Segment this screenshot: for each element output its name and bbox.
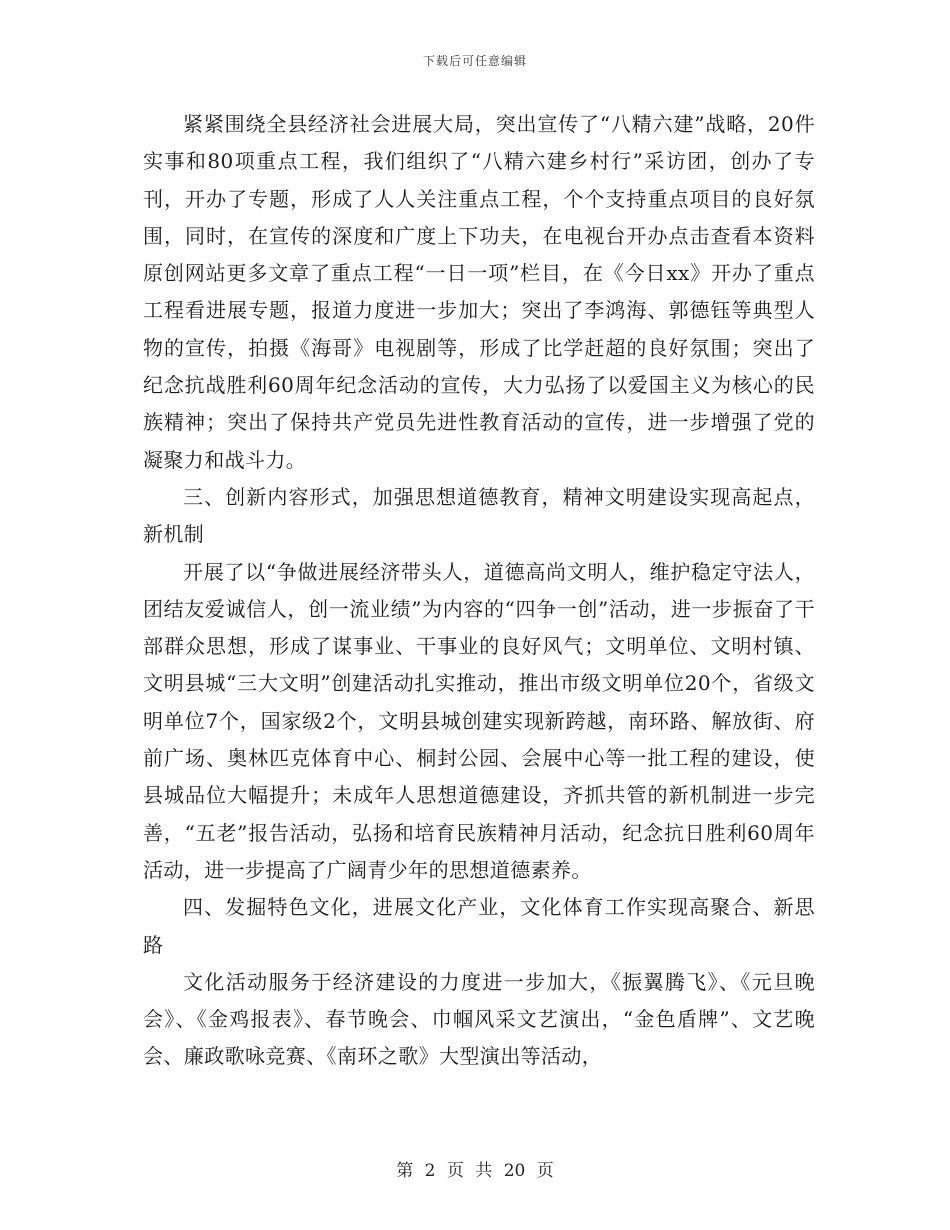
document-body <box>143 106 815 1076</box>
paragraph-civilization: 开展了以“争做进展经济带头人，道德高尚文明人，维护稳定守法人，团结友爱诚信人，创一流业绩”为内容的“四争一创”活动，进一步振奋了干部群众思想，形成了谋事业、干事业的良好风气；文明单位、文明村镇、文明县城“三大文明”创建活动扎实推动，推出市级文明单位20个，省级文明单位7个，国家级2个，文明县城创建实现新跨越，南环路、解放街、府前广场、奥林匹克体育中心、桐封公园、会展中心等一批工程的建设，使县城品位大幅提升；未成年人思想道德建设，齐抓共管的新机制进一步完善，“五老”报告活动，弘扬和培育民族精神月活动，纪念抗日胜利60周年活动，进一步提高了广阔青少年的思想道德素养。 <box>143 559 815 882</box>
paragraph-publicity: 紧紧围绕全县经济社会进展大局，突出宣传了“八精六建”战略，20件实事和80项重点工程，我们组织了“八精六建乡村行”采访团，创办了专刊，开办了专题，形成了人人关注重点工程，个个支持重点项目的良好氛围，同时，在宣传的深度和广度上下功夫，在电视台开办点击查看本资料原创网站更多文章了重点工程“一日一项”栏目，在《今日xx》开办了重点工程看进展专题，报道力度进一步加大；突出了李鸿海、郭德钰等典型人物的宣传，拍摄《海哥》电视剧等，形成了比学赶超的良好氛围；突出了纪念抗战胜利60周年纪念活动的宣传，大力弘扬了以爱国主义为核心的民族精神；突出了保持共产党员先进性教育活动的宣传，进一步增强了党的凝聚力和战斗力。 <box>143 112 815 472</box>
paragraph-culture: 文化活动服务于经济建设的力度进一步加大，《振翼腾飞》、《元旦晚会》、《金鸡报表》、春节晚会、巾帼风采文艺演出，“金色盾牌”、文艺晚会、廉政歌咏竞赛、《南环之歌》大型演出等活动， <box>143 969 815 1069</box>
page-number: 第 2 页 共 20 页 <box>396 1161 554 1181</box>
section-heading-4: 四、发掘特色文化，进展文化产业，文化体育工作实现高聚合、新思路 <box>143 895 815 957</box>
header-note: 下载后可任意编辑 <box>422 54 527 68</box>
section-heading-3: 三、创新内容形式，加强思想道德教育，精神文明建设实现高起点，新机制 <box>143 484 815 547</box>
